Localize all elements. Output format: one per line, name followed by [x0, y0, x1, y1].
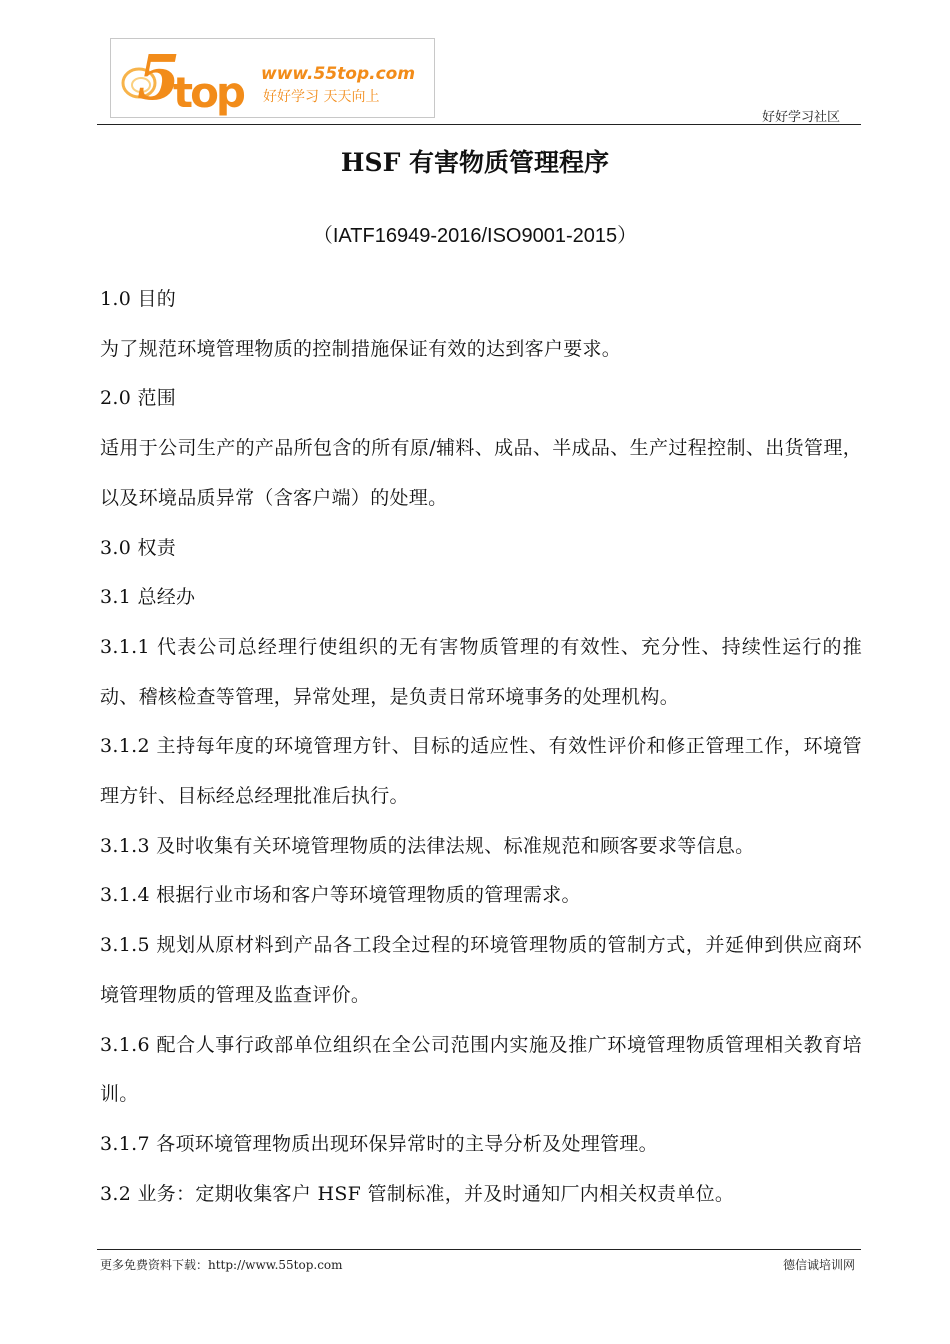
paragraph: 适用于公司生产的产品所包含的所有原/辅料、成品、半成品、生产过程控制、出货管理，以及环境品质异常（含客户端）的处理。	[100, 437, 862, 509]
section-heading: 2.0 范围	[100, 387, 177, 410]
document-body	[100, 275, 862, 1219]
document-title: HSF 有害物质管理程序	[340, 148, 610, 177]
paragraph: 3.1.2 主持每年度的环境管理方针、目标的适应性、有效性评价和修正管理工作，环境管理方针、目标经总经理批准后执行。	[100, 735, 862, 808]
footer-download-link[interactable]: 更多免费资料下载：http://www.55top.com	[100, 1258, 343, 1272]
header-community-label: 好好学习社区	[761, 110, 840, 125]
logo-url: www.55top.com	[261, 64, 416, 84]
logo-slogan: 好好学习 天天向上	[263, 89, 380, 105]
section-heading: 3.0 权责	[100, 536, 177, 559]
logo-brand: top	[173, 68, 243, 117]
document-subtitle: （IATF16949-2016/ISO9001-2015）	[312, 225, 638, 247]
paragraph: 3.2 业务：定期收集客户 HSF 管制标准，并及时通知厂内相关权责单位。	[100, 1182, 735, 1205]
logo-graphic	[111, 39, 435, 118]
footer-site-name: 德信诚培训网	[782, 1258, 855, 1272]
site-logo	[110, 38, 435, 118]
paragraph: 3.1.6 配合人事行政部单位组织在全公司范围内实施及推广环境管理物质管理相关教育培训。	[100, 1033, 862, 1106]
paragraph: 3.1.7 各项环境管理物质出现环保异常时的主导分析及处理管理。	[100, 1132, 658, 1155]
paragraph: 3.1.1 代表公司总经理行使组织的无有害物质管理的有效性、充分性、持续性运行的推动、稽核检查等管理，异常处理，是负责日常环境事务的处理机构。	[100, 635, 862, 708]
logo-mark: 5	[137, 41, 181, 114]
section-heading: 3.1 总经办	[100, 586, 196, 609]
footer-divider	[97, 1249, 861, 1250]
section-heading: 1.0 目的	[100, 288, 177, 310]
paragraph: 3.1.4 根据行业市场和客户等环境管理物质的管理需求。	[100, 884, 581, 907]
paragraph: 3.1.5 规划从原材料到产品各工段全过程的环境管理物质的管制方式，并延伸到供应商环境管理物质的管理及监查评价。	[100, 934, 862, 1006]
paragraph: 3.1.3 及时收集有关环境管理物质的法律法规、标准规范和顾客要求等信息。	[100, 834, 755, 857]
paragraph: 为了规范环境管理物质的控制措施保证有效的达到客户要求。	[100, 337, 622, 360]
header-divider	[97, 124, 861, 125]
